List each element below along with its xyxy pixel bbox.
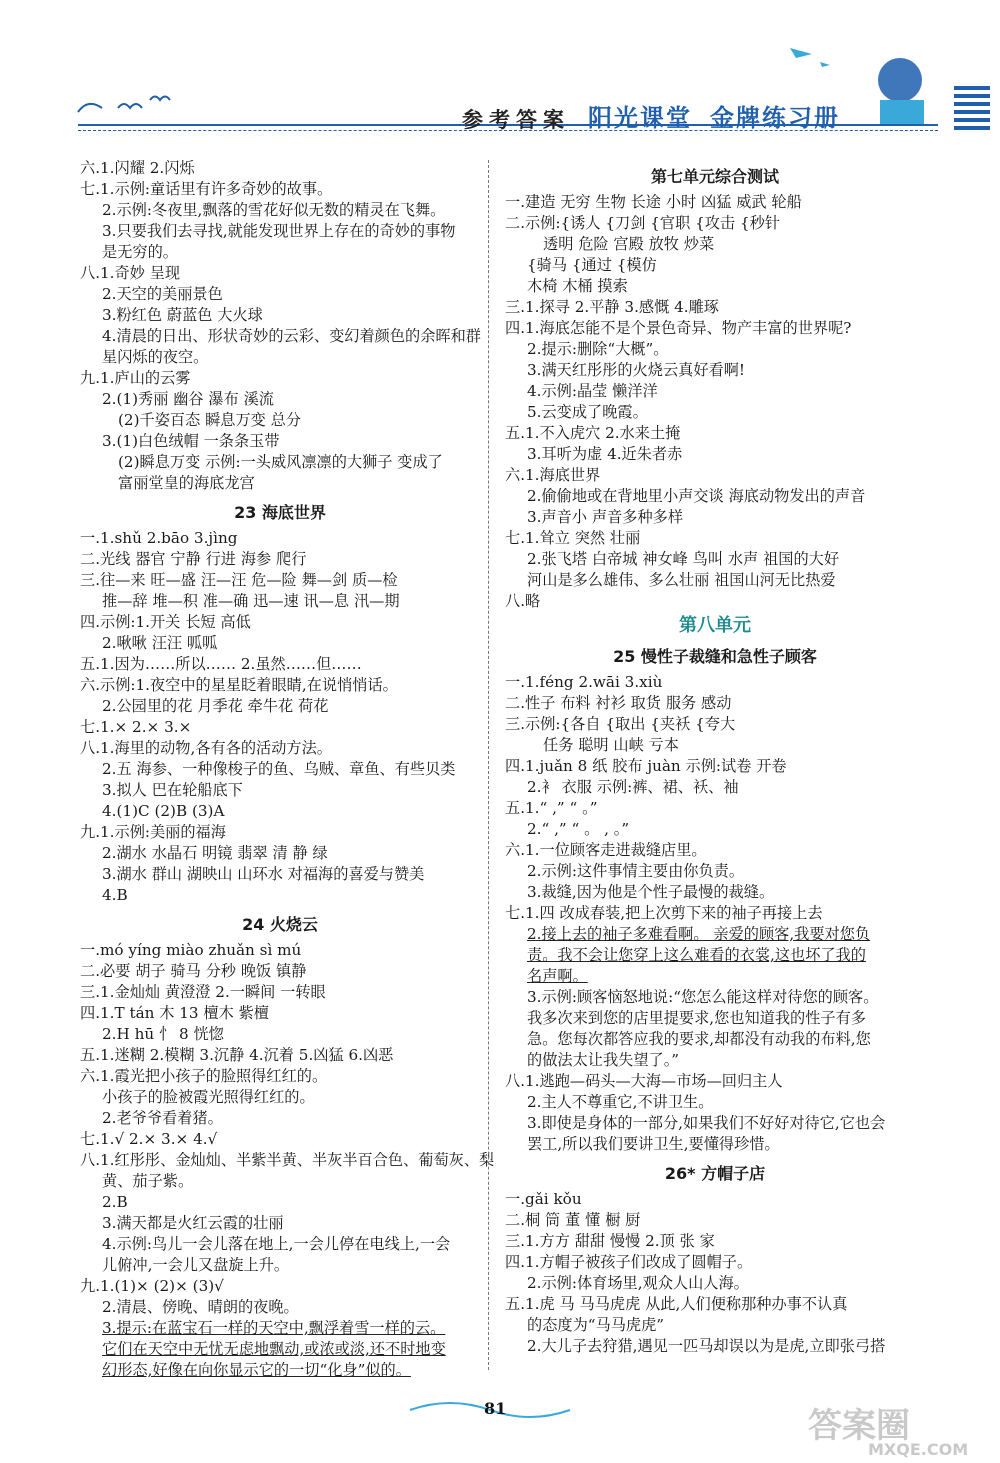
answer-line: 一.mó yíng miào zhuǎn sì mú — [80, 941, 302, 959]
answer-line: 2.五 海参、一种像梭子的鱼、乌贼、章鱼、有些贝类 — [102, 760, 456, 778]
answer-line: 星闪烁的夜空。 — [102, 348, 209, 366]
answer-line: 八.1.奇妙 呈现 — [80, 264, 181, 282]
answer-line: 2.示例:冬夜里,飘落的雪花好似无数的精灵在飞舞。 — [102, 201, 446, 219]
bird-icon — [150, 97, 170, 101]
answer-line: 3.拟人 巴在轮船底下 — [102, 781, 243, 799]
answer-line: 2.H hū 忄 8 恍惚 — [102, 1025, 224, 1043]
answer-line: 2.衤 衣服 示例:裤、裙、袄、袖 — [527, 778, 739, 796]
answer-line: 2.天空的美丽景色 — [102, 285, 223, 303]
answer-line: {骑马 {通过 {模仿 — [527, 256, 657, 274]
answer-line: 3.即使是身体的一部分,如果我们不好好对待它,它也会 — [527, 1114, 886, 1132]
footer-ornament — [400, 1392, 600, 1422]
answer-line: 六.1.海底世界 — [505, 466, 601, 484]
answer-line: 五.1.因为……所以…… 2.虽然……但…… — [80, 655, 362, 673]
answer-line: 八.1.红彤彤、金灿灿、半紫半黄、半灰半百合色、葡萄灰、梨 — [80, 1151, 495, 1169]
answer-line: 四.1.海底怎能不是个景色奇异、物产丰富的世界呢? — [505, 319, 852, 337]
answer-line: 三.示例:{各自 {取出 {夹袄 {夸大 — [505, 715, 736, 733]
answer-line: 三.1.探寻 2.平静 3.感慨 4.雕琢 — [505, 298, 719, 316]
answer-line: 4.清晨的日出、形状奇妙的云彩、变幻着颜色的余晖和群 — [102, 327, 481, 345]
right-column — [505, 158, 925, 1357]
page-header — [0, 0, 1000, 150]
answer-line: 七.1.× 2.× 3.× — [80, 718, 192, 736]
answer-line: 2.老爷爷看着猪。 — [102, 1109, 223, 1127]
answer-line: 3.只要我们去寻找,就能发现世界上存在的奇妙的事物 — [102, 222, 456, 240]
answer-line: 2.提示:删除“大概”。 — [527, 340, 669, 358]
answer-line: 2.主人不尊重它,不讲卫生。 — [527, 1093, 714, 1111]
watermark-logo: 答案圈 — [808, 1406, 910, 1446]
answer-line: 名声啊。 — [527, 967, 588, 985]
answer-line: 责。我不会让您穿上这么难看的衣裳,这也坏了我的 — [527, 946, 866, 964]
unit-heading: 第八单元 — [679, 615, 751, 636]
bird-icon — [118, 104, 142, 108]
answer-line: 七.1.耸立 突然 壮丽 — [505, 529, 641, 547]
answer-line: 五.1.虎 马 马马虎虎 从此,人们便称那种办事不认真 — [505, 1295, 848, 1313]
answer-line: 六.1.霞光把小孩子的脸照得红红的。 — [80, 1067, 328, 1085]
answer-line: 2.湖水 水晶石 明镜 翡翠 清 静 绿 — [102, 844, 328, 862]
answer-line: 六.1.一位顾客走进裁缝店里。 — [505, 841, 707, 859]
answer-line: 3.满天红彤彤的火烧云真好看啊! — [527, 361, 746, 379]
answer-line: 推—辞 堆—积 准—确 迅—速 讯—息 汛—期 — [102, 592, 400, 610]
answer-line: 4.示例:晶莹 懒洋洋 — [527, 382, 658, 400]
answer-line: 4.B — [102, 886, 128, 904]
answer-line: 七.1.四 改成春装,把上次剪下来的袖子再接上去 — [505, 904, 823, 922]
watermark-url: MXQE.COM — [868, 1440, 969, 1459]
answer-line: 九.1.庐山的云雾 — [80, 369, 191, 387]
answer-line: 2.张飞塔 白帝城 神女峰 鸟叫 水声 祖国的大好 — [527, 550, 840, 568]
answer-line: 二.必要 胡子 骑马 分秒 晚饭 镇静 — [80, 962, 307, 980]
answer-line: 3.粉红色 蔚蓝色 大火球 — [102, 306, 263, 324]
answer-line: 四.1.方帽子被孩子们改成了圆帽子。 — [505, 1253, 753, 1271]
answer-line: 八.1.逃跑—码头—大海—市场—回归主人 — [505, 1072, 783, 1090]
answer-line: 2.清晨、傍晚、晴朗的夜晚。 — [102, 1298, 299, 1316]
answer-line: 3.(1)白色绒帽 一条条玉带 — [102, 432, 280, 450]
answer-line: 黄、茄子紫。 — [102, 1172, 194, 1190]
answer-line: 四.1.juǎn 8 纸 胶布 juàn 示例:试卷 开卷 — [505, 757, 787, 775]
answer-line: 2.“ ,” “ 。 , 。” — [527, 820, 630, 838]
answer-line: 3.示例:顾客恼怒地说:“您怎么能这样对待您的顾客。 — [527, 988, 879, 1006]
answer-line: 儿俯冲,一会儿又盘旋上升。 — [102, 1256, 290, 1274]
answer-line: 八.1.海里的动物,各有各的活动方法。 — [80, 739, 332, 757]
answer-line: 一.1.féng 2.wāi 3.xiù — [505, 673, 663, 691]
answer-line: 3.声音小 声音多种多样 — [527, 508, 684, 526]
answer-line: 九.1.示例:美丽的福海 — [80, 823, 226, 841]
answer-line: 急。您每次都答应我的要求,却都没有动我的布料,您 — [527, 1030, 871, 1048]
answer-line: 七.1.√ 2.× 3.× 4.√ — [80, 1130, 218, 1148]
book-stack-icon — [880, 100, 924, 126]
answer-line: 5.云变成了晚霞。 — [527, 403, 648, 421]
answer-line: 六.1.闪耀 2.闪烁 — [80, 159, 195, 177]
answer-line: 七.1.示例:童话里有许多奇妙的故事。 — [80, 180, 333, 198]
answer-line: (2)千姿百态 瞬息万变 总分 — [118, 411, 302, 429]
answer-line: 是无穷的。 — [102, 243, 178, 261]
answer-line: 2.B — [102, 1193, 128, 1211]
answer-line: 3.提示:在蓝宝石一样的天空中,飘浮着雪一样的云。 — [102, 1319, 446, 1337]
answer-line: 五.1.迷糊 2.模糊 3.沉静 4.沉着 5.凶猛 6.凶恶 — [80, 1046, 394, 1064]
answer-line: 幻形态,好像在向你显示它的一切“化身”似的。 — [102, 1361, 411, 1379]
brand-name-1: 阳光课堂 — [588, 103, 692, 132]
answer-line: 富丽堂皇的海底龙宫 — [118, 474, 255, 492]
answer-line: 二.光线 器官 宁静 行进 海参 爬行 — [80, 550, 307, 568]
answer-line: 木椅 木桶 摸索 — [527, 277, 628, 295]
answer-line: 三.往—来 旺—盛 汪—汪 危—险 舞—剑 质—检 — [80, 571, 398, 589]
answer-line: 一.1.shǔ 2.bāo 3.jìng — [80, 529, 238, 547]
answer-line: 三.1.金灿灿 黄澄澄 2.一瞬间 一转眼 — [80, 983, 326, 1001]
answer-line: 2.偷偷地或在背地里小声交谈 海底动物发出的声音 — [527, 487, 866, 505]
answer-line: 我多次来到您的店里提要求,您也知道我的性子有多 — [527, 1009, 866, 1027]
answer-line: 2.啾啾 汪汪 呱呱 — [102, 634, 218, 652]
answer-line: 河山是多么雄伟、多么壮丽 祖国山河无比热爱 — [527, 571, 836, 589]
answer-line: 的态度为“马马虎虎” — [527, 1316, 665, 1334]
answer-line: 三.1.方方 甜甜 慢慢 2.顶 张 家 — [505, 1232, 715, 1250]
answer-line: 任务 聪明 山峡 亏本 — [543, 736, 679, 754]
answer-line: 罢工,所以我们要讲卫生,要懂得珍惜。 — [527, 1135, 780, 1153]
answer-line: 2.接上去的袖子多难看啊。 亲爱的顾客,我要对您负 — [527, 925, 871, 943]
answer-line: 3.湖水 群山 湖映山 山环水 对福海的喜爱与赞美 — [102, 865, 425, 883]
answer-line: 4.(1)C (2)B (3)A — [102, 802, 225, 820]
column-divider — [488, 160, 489, 1370]
header-title: 参考答案 — [462, 107, 570, 132]
answer-line: 六.示例:1.夜空中的星星眨着眼睛,在说悄悄话。 — [80, 676, 398, 694]
answer-line: 透明 危险 宫殿 放牧 炒菜 — [543, 235, 715, 253]
answer-line: 它们在天空中无忧无虑地飘动,或浓或淡,还不时地变 — [102, 1340, 446, 1358]
section-heading: 24 火烧云 — [242, 915, 318, 934]
answer-line: 小孩子的脸被霞光照得红红的。 — [102, 1088, 315, 1106]
answer-line: 2.示例:这件事情主要由你负责。 — [527, 862, 745, 880]
answer-line: 二.桐 筒 董 懂 橱 厨 — [505, 1211, 641, 1229]
section-heading: 第七单元综合测试 — [650, 167, 779, 186]
answer-line: 五.1.“ ,” “ 。” — [505, 799, 598, 817]
answer-line: 五.1.不入虎穴 2.水来土掩 — [505, 424, 681, 442]
answer-line: 四.示例:1.开关 长短 高低 — [80, 613, 251, 631]
section-heading: 23 海底世界 — [234, 503, 326, 522]
section-heading: 25 慢性子裁缝和急性子顾客 — [613, 647, 817, 666]
brand-name-2: 金牌练习册 — [710, 103, 840, 132]
answer-line: 2.(1)秀丽 幽谷 瀑布 溪流 — [102, 390, 274, 408]
paper-plane-icon — [790, 48, 812, 58]
answer-line: 2.大儿子去狩猎,遇见一匹马却误以为是虎,立即张弓搭 — [527, 1337, 886, 1355]
answer-line: 2.示例:体育场里,观众人山人海。 — [527, 1274, 749, 1292]
answer-line: 九.1.(1)× (2)× (3)√ — [80, 1277, 224, 1295]
globe-icon — [878, 58, 922, 102]
answer-line: 二.性子 布料 衬衫 取货 服务 感动 — [505, 694, 732, 712]
answer-line: 八.略 — [505, 592, 541, 610]
answer-line: 二.示例:{诱人 {刀剑 {官职 {攻击 {秒针 — [505, 214, 781, 232]
answer-line: 2.公园里的花 月季花 牵牛花 荷花 — [102, 697, 329, 715]
section-heading: 26* 方帽子店 — [664, 1164, 766, 1183]
answer-line: 4.示例:鸟儿一会儿落在地上,一会儿停在电线上,一会 — [102, 1235, 451, 1253]
answer-line: (2)瞬息万变 示例:一头威风凛凛的大狮子 变成了 — [118, 453, 443, 471]
answer-line: 四.1.T tán 木 13 檀木 紫檀 — [80, 1004, 269, 1022]
answer-line: 一.建造 无穷 生物 长途 小时 凶猛 威武 轮船 — [505, 193, 802, 211]
answer-line: 3.满天都是火红云霞的壮丽 — [102, 1214, 284, 1232]
answer-line: 的做法太让我失望了。” — [527, 1051, 680, 1069]
header-brand — [588, 98, 858, 133]
paper-plane-icon — [820, 62, 830, 67]
answer-line: 3.耳听为虚 4.近朱者赤 — [527, 445, 683, 463]
header-stripes — [954, 86, 990, 136]
page-number: 81 — [484, 1399, 507, 1418]
left-column — [80, 158, 495, 1381]
answer-line: 3.裁缝,因为他是个性子最慢的裁缝。 — [527, 883, 775, 901]
swirl-ornament — [78, 104, 102, 112]
answer-line: 一.gǎi kǒu — [505, 1190, 582, 1208]
